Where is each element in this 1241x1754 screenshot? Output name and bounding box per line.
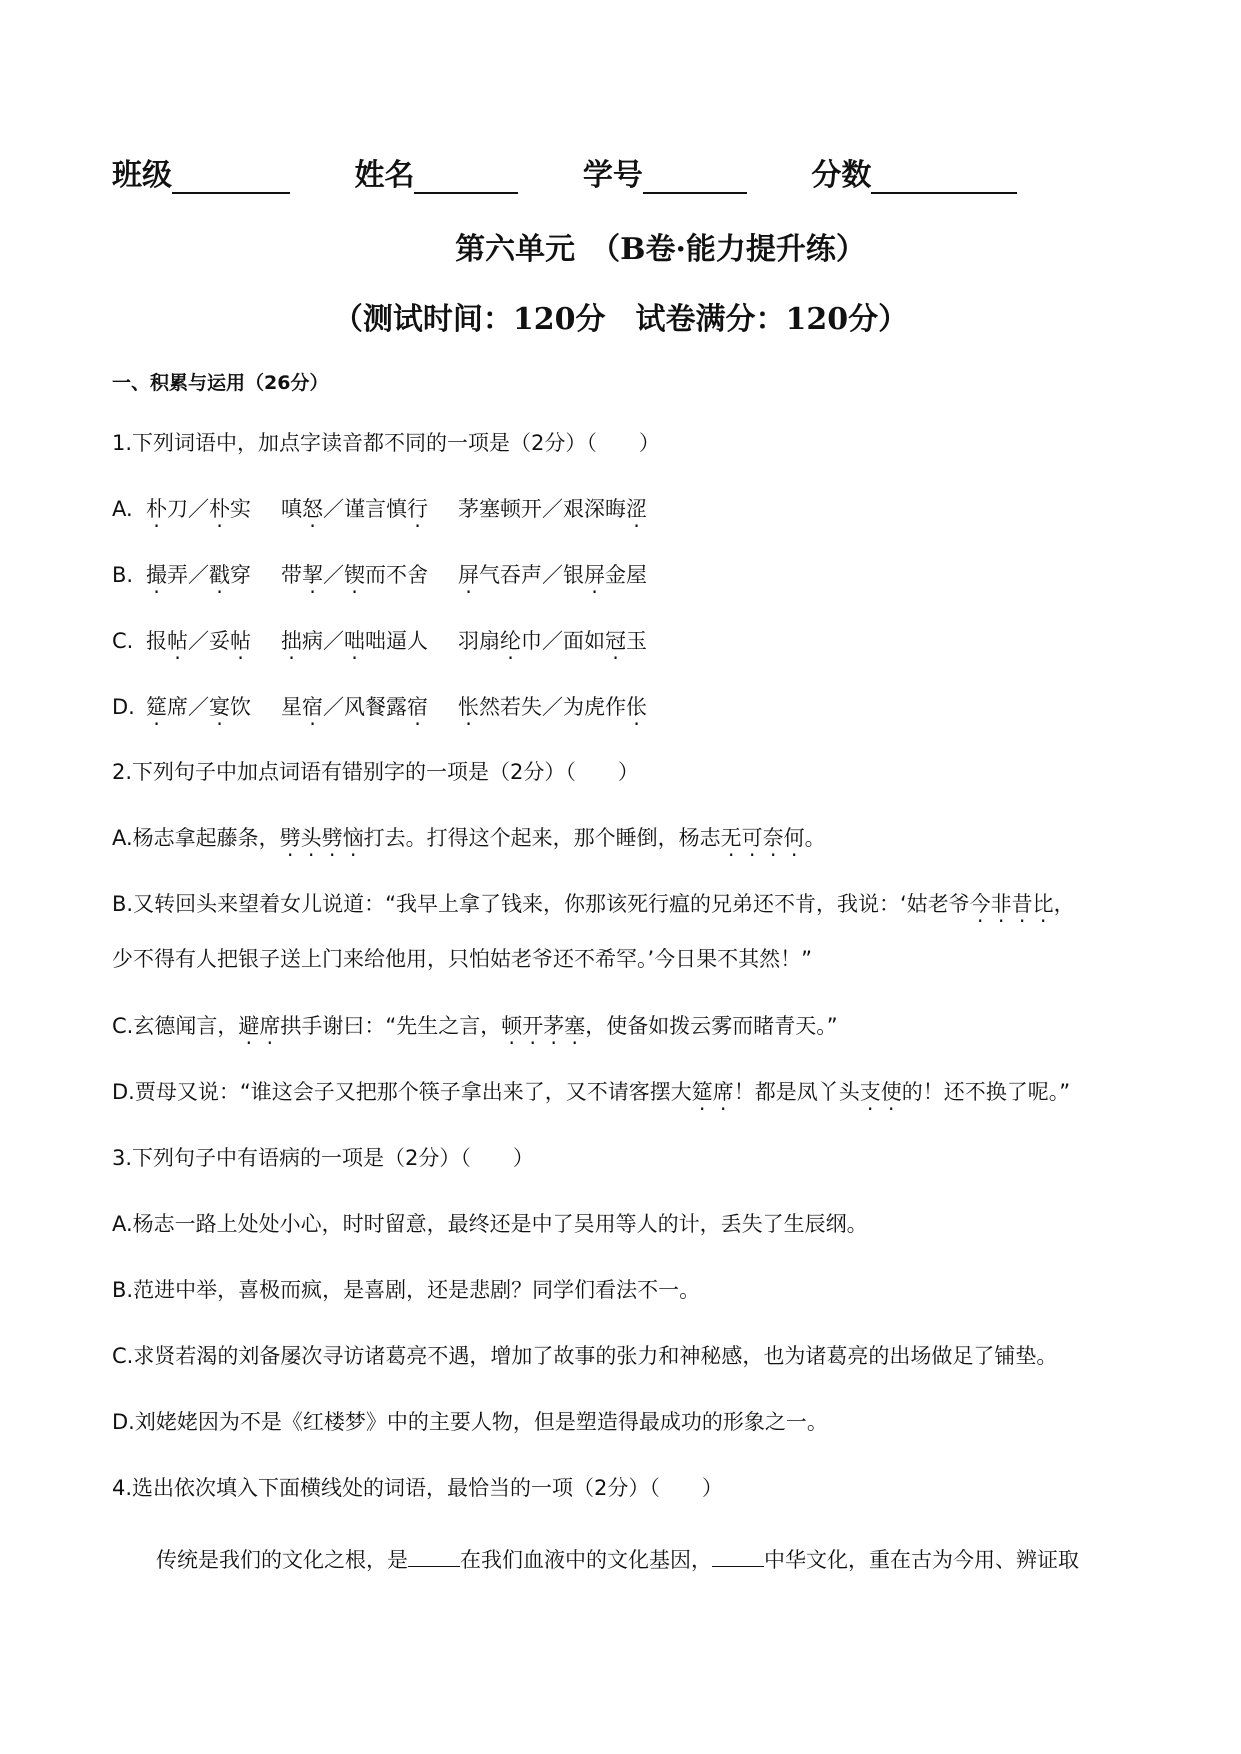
text-segment: 实 — [230, 497, 251, 521]
question-3-option-c[interactable]: C.求贤若渴的刘备屡次寻访诸葛亮不遇，增加了故事的张力和神秘感，也为诸葛亮的出场做足了铺垫。 — [112, 1344, 1058, 1368]
emphasized-char: 朴 — [146, 497, 167, 521]
question-1-stem: 1.下列词语中，加点字读音都不同的一项是（2分）（ ） — [112, 431, 660, 455]
text-segment: 病／ — [302, 629, 344, 653]
question-1-option-c[interactable] — [112, 626, 1132, 656]
text-segment: ／风餐露 — [323, 695, 407, 719]
word-pair — [146, 560, 251, 590]
emphasized-char: 顿 — [501, 1014, 523, 1038]
emphasized-char: 怒 — [302, 497, 323, 521]
emphasized-char: 怅 — [458, 695, 479, 719]
emphasized-char: 宿 — [302, 695, 323, 719]
text-segment: 羽扇 — [458, 629, 500, 653]
text-segment: 弄／ — [167, 563, 209, 587]
emphasized-char: 支 — [859, 1080, 881, 1104]
text-segment: 巾／面如 — [521, 629, 605, 653]
name-label: 姓名 — [354, 158, 415, 193]
exam-time-score: （测试时间：120分 试卷满分：120分） — [332, 302, 909, 337]
option-letter: D. — [112, 695, 135, 719]
text-segment: 而不舍 — [365, 563, 428, 587]
text-segment: 拱手谢曰：“先生之言， — [280, 1014, 502, 1038]
student-id-label: 学号 — [582, 158, 643, 193]
question-2-option-b-continued — [112, 944, 1132, 974]
question-3-option-b[interactable]: B.范进中举，喜极而疯，是喜剧，还是悲剧？同学们看法不一。 — [112, 1278, 701, 1302]
student-info-row — [112, 150, 1092, 194]
emphasized-char: 拙 — [281, 629, 302, 653]
fill-blank-1[interactable] — [408, 1544, 460, 1567]
text-segment: 带 — [281, 563, 302, 587]
option-letter: B. — [112, 563, 134, 587]
word-pair — [458, 626, 647, 656]
class-blank[interactable] — [172, 162, 290, 194]
text-segment: 饮 — [230, 695, 251, 719]
emphasized-char: 纶 — [500, 629, 521, 653]
text-segment: ， — [1053, 892, 1075, 916]
emphasized-char: 屏 — [458, 563, 479, 587]
emphasized-char: 帖 — [167, 629, 188, 653]
emphasized-char: 锲 — [344, 563, 365, 587]
emphasized-char: 撮 — [146, 563, 167, 587]
word-pair — [281, 494, 428, 524]
score-label: 分数 — [811, 158, 872, 193]
passage-part-1: 传统是我们的文化之根，是 — [156, 1548, 408, 1572]
text-segment: 少不得有人把银子送上门来给他用，只怕姑老爷还不希罕。’今日果不其然！” — [112, 947, 813, 971]
emphasized-char: 筵 — [691, 1080, 713, 1104]
score-blank[interactable] — [871, 162, 1017, 194]
emphasized-char: 今 — [969, 892, 991, 916]
passage-part-2: 在我们血液中的文化基因， — [460, 1548, 712, 1572]
question-2-stem: 2.下列句子中加点词语有错别字的一项是（2分）（ ） — [112, 760, 639, 784]
word-pair — [458, 560, 647, 590]
emphasized-char: 可 — [741, 826, 763, 850]
text-segment: ／ — [323, 563, 344, 587]
emphasized-char: 何 — [783, 826, 805, 850]
emphasized-char: 昔 — [1011, 892, 1033, 916]
emphasized-char: 比 — [1032, 892, 1054, 916]
question-3-option-a[interactable]: A.杨志一路上处处小心，时时留意，最终还是中了吴用等人的计，丢失了生辰纲。 — [112, 1212, 868, 1236]
text-segment: ／妥 — [188, 629, 230, 653]
score-field — [811, 150, 1017, 194]
text-segment: 席／ — [167, 695, 209, 719]
text-segment: 的！还不换了呢。” — [901, 1080, 1071, 1104]
text-segment: C.玄德闻言， — [112, 1014, 239, 1038]
emphasized-char: 冠 — [605, 629, 626, 653]
question-4-passage — [156, 1544, 1146, 1574]
student-id-blank[interactable] — [643, 162, 747, 194]
text-segment: 。 — [804, 826, 826, 850]
emphasized-char: 茅 — [543, 1014, 565, 1038]
text-segment: D.贾母又说：“谁这会子又把那个筷子拿出来了，又不请客摆大 — [112, 1080, 692, 1104]
question-3-option-d[interactable]: D.刘姥姥因为不是《红楼梦》中的主要人物，但是塑造得最成功的形象之一。 — [112, 1410, 828, 1434]
text-segment: ／谨言慎 — [323, 497, 407, 521]
text-segment: 星 — [281, 695, 302, 719]
text-segment: 嗔 — [281, 497, 302, 521]
unit-title: 第六单元 （B卷·能力提升练） — [455, 232, 866, 267]
text-segment: 刀／ — [167, 497, 209, 521]
text-segment: 穿 — [230, 563, 251, 587]
text-segment: 气吞声／银 — [479, 563, 584, 587]
emphasized-char: 塞 — [564, 1014, 586, 1038]
emphasized-char: 朴 — [209, 497, 230, 521]
word-pair — [146, 626, 251, 656]
emphasized-char: 使 — [880, 1080, 902, 1104]
question-3-stem: 3.下列句子中有语病的一项是（2分）（ ） — [112, 1146, 534, 1170]
text-segment: ！都是凤丫头 — [733, 1080, 860, 1104]
text-segment: 顿开／艰深晦 — [500, 497, 626, 521]
emphasized-char: 伥 — [626, 695, 647, 719]
option-letter: C. — [112, 629, 134, 653]
emphasized-char: 戳 — [209, 563, 230, 587]
option-letter: A. — [112, 497, 133, 521]
question-4-stem: 4.选出依次填入下面横线处的词语，最恰当的一项（2分）（ ） — [112, 1476, 723, 1500]
question-2-option-d[interactable] — [112, 1077, 1132, 1107]
text-segment: 打去。打得这个起来，那个睡倒，杨志 — [363, 826, 721, 850]
question-2-option-b[interactable] — [112, 889, 1132, 919]
word-pair — [146, 494, 251, 524]
emphasized-char: 头 — [300, 826, 322, 850]
word-pair — [281, 560, 428, 590]
question-1-option-a[interactable] — [112, 494, 1132, 524]
word-pair — [281, 692, 428, 722]
passage-part-3: 中华文化，重在古为今用、辨证取 — [764, 1548, 1079, 1572]
section-heading: 一、积累与运用（26分） — [112, 372, 329, 394]
emphasized-char: 挈 — [302, 563, 323, 587]
word-pair — [281, 626, 428, 656]
emphasized-char: 宿 — [407, 695, 428, 719]
name-blank[interactable] — [414, 162, 518, 194]
text-segment: B.又转回头来望着女儿说道：“我早上拿了钱来，你那该死行瘟的兄弟还不肯，我说：‘姑老爷 — [112, 892, 970, 916]
emphasized-char: 宴 — [209, 695, 230, 719]
emphasized-char: 行 — [407, 497, 428, 521]
emphasized-char: 开 — [522, 1014, 544, 1038]
text-segment: ，使备如拨云雾而睹青天。” — [585, 1014, 838, 1038]
emphasized-char: 奈 — [762, 826, 784, 850]
name-field — [354, 150, 518, 194]
fill-blank-2[interactable] — [712, 1544, 764, 1567]
emphasized-char: 无 — [720, 826, 742, 850]
question-2-option-a[interactable] — [112, 823, 1132, 853]
text-segment: 然若失／为虎作 — [479, 695, 626, 719]
text-segment: 茅塞 — [458, 497, 500, 521]
question-2-option-c[interactable] — [112, 1011, 1132, 1041]
emphasized-char: 咄 — [344, 629, 365, 653]
emphasized-char: 劈 — [279, 826, 301, 850]
question-1-option-d[interactable] — [112, 692, 1132, 722]
emphasized-char: 帖 — [230, 629, 251, 653]
text-segment: 玉 — [626, 629, 647, 653]
emphasized-char: 劈 — [321, 826, 343, 850]
word-pair — [458, 494, 647, 524]
student-id-field — [583, 150, 747, 194]
word-pair — [146, 692, 251, 722]
emphasized-char: 非 — [990, 892, 1012, 916]
emphasized-char: 避 — [238, 1014, 260, 1038]
word-pair — [458, 692, 647, 722]
text-segment: A.杨志拿起藤条， — [112, 826, 280, 850]
emphasized-char: 涩 — [626, 497, 647, 521]
class-label: 班级 — [112, 158, 172, 193]
emphasized-char: 筵 — [146, 695, 167, 719]
emphasized-char: 席 — [712, 1080, 734, 1104]
emphasized-char: 席 — [259, 1014, 281, 1038]
emphasized-char: 恼 — [342, 826, 364, 850]
question-1-option-b[interactable] — [112, 560, 1132, 590]
text-segment: 金屋 — [605, 563, 647, 587]
text-segment: 咄逼人 — [365, 629, 428, 653]
text-segment: 报 — [146, 629, 167, 653]
class-field — [112, 150, 290, 194]
emphasized-char: 屏 — [584, 563, 605, 587]
